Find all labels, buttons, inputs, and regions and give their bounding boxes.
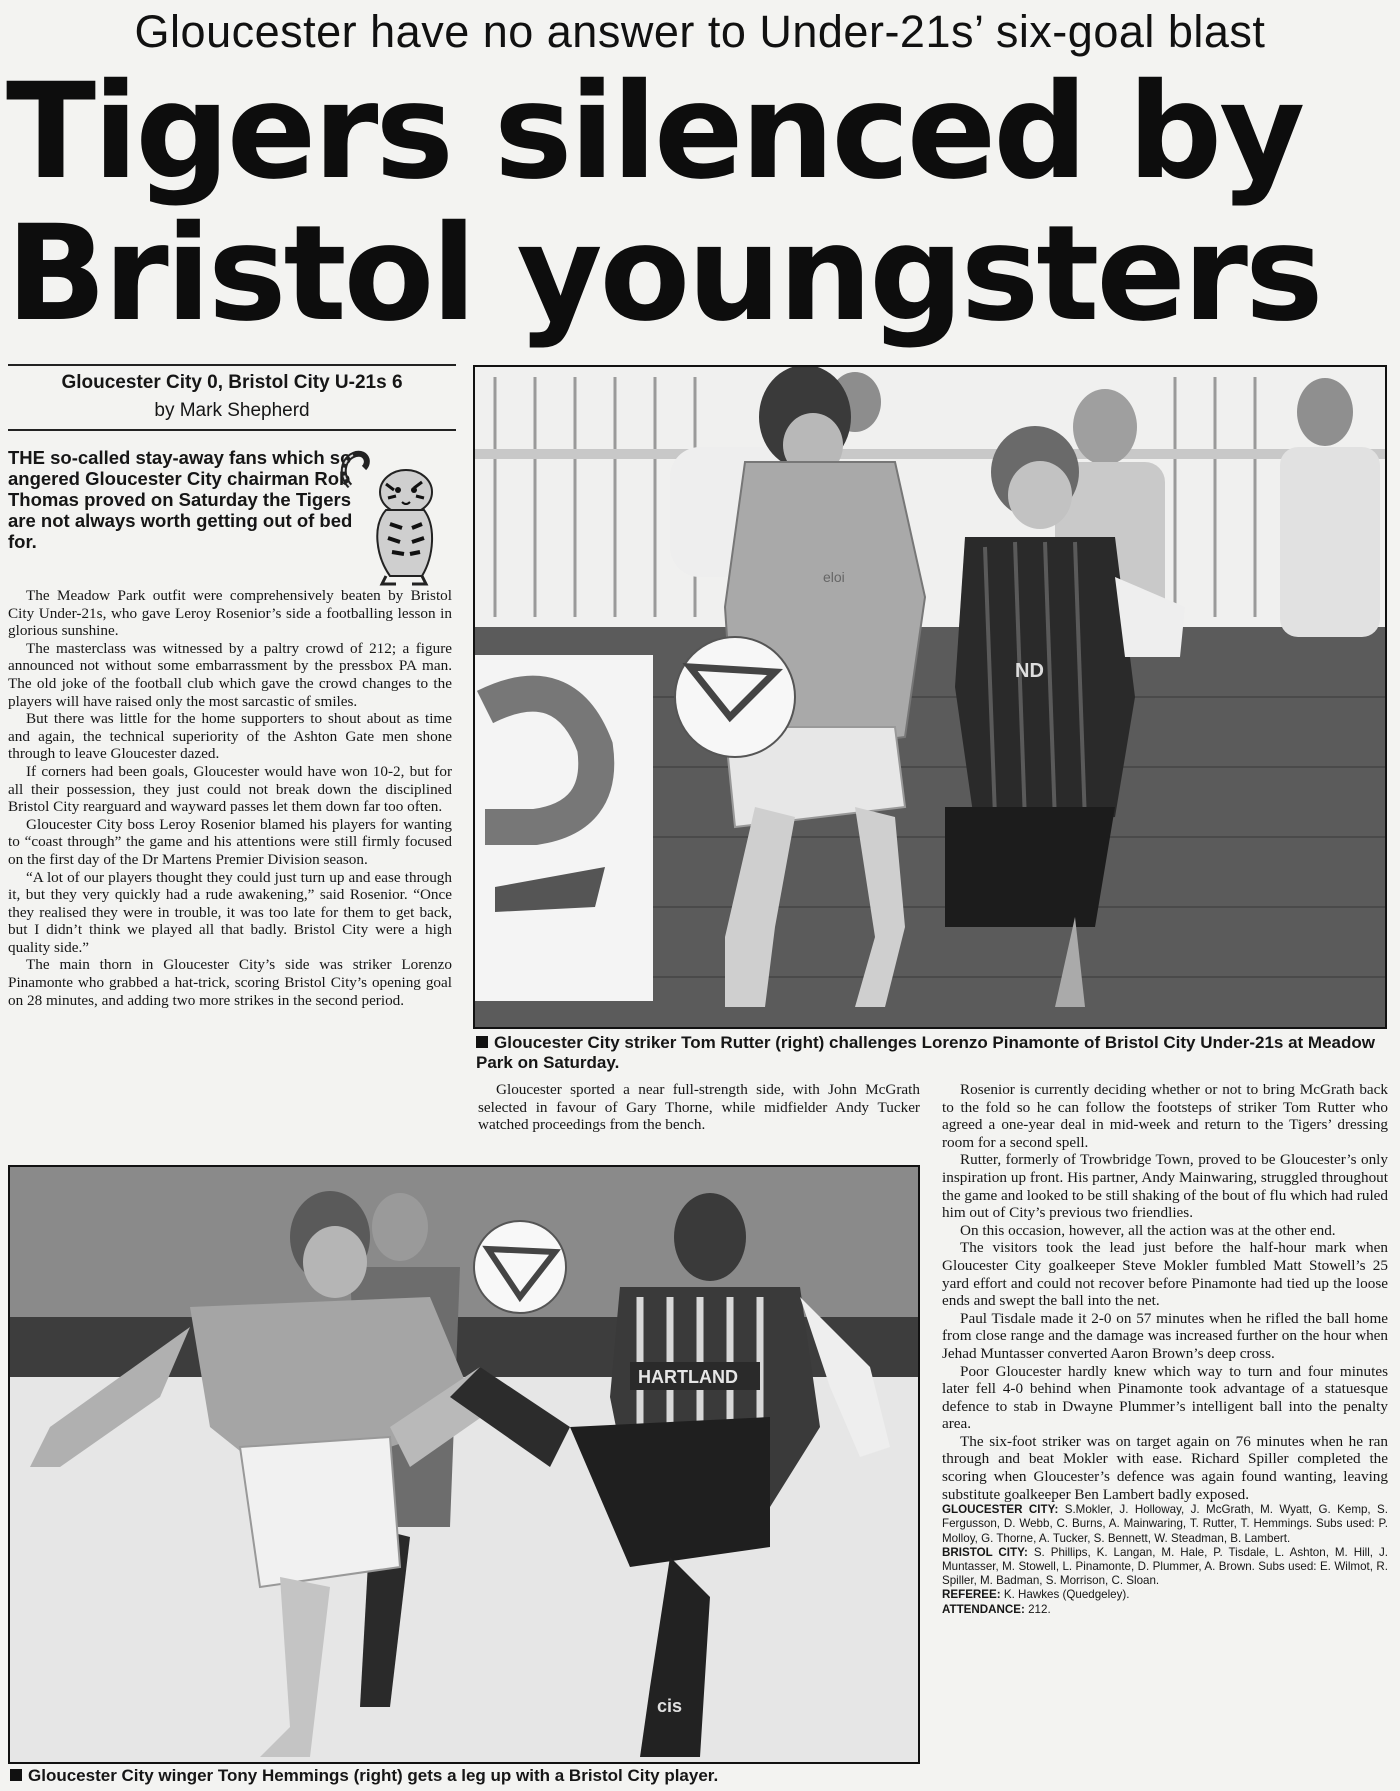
paragraph: Rutter, formerly of Trowbridge Town, proved to be Gloucester’s only inspiration up front. His partner, Andy Mainwaring, struggled throughout the game and looked to be still shaking of the bout of flu which had ruled him out of City’s previous two friendlies. [942,1151,1388,1222]
headline-line-2: Bristol youngsters [6,197,1321,351]
tiger-icon [336,446,452,586]
lineup-label: GLOUCESTER CITY: [942,1503,1059,1517]
paragraph: On this occasion, however, all the action was at the other end. [960,1221,1336,1239]
lineup-gloucester [942,1503,1388,1546]
article-column-3 [942,1081,1388,1617]
attendance-line [942,1603,1388,1617]
paragraph: Gloucester sported a near full-strength side, with John McGrath selected in favour of Gary Thorne, while midfielder Andy Tucker watched proceedings from the bench. [478,1081,920,1134]
attendance-value: 212. [1028,1602,1051,1616]
team-lineups [942,1503,1388,1617]
paragraph: Poor Gloucester hardly knew which way to turn and four minutes later fell 4-0 behind when Pinamonte took advantage of a statuesque defence to stab in Dwayne Plummer’s intelligent ball into the penalty area. [942,1362,1388,1433]
paragraph: The main thorn in Gloucester City’s side was striker Lorenzo Pinamonte who grabbed a hat-trick, scoring Bristol City’s opening goal on 28 minutes, and adding two more strikes in the second period. [8,956,452,1009]
lineup-players: S. Phillips, K. Langan, M. Hale, P. Tisdale, L. Ashton, M. Hill, J. Muntasser, M. Stowell, L. Pinamonte, D. Plummer, A. Brown. Subs used: E. Wilmot, R. Spiller, M. Badman, S. Morrison, C. Sloan. [942,1545,1389,1588]
paragraph: “A lot of our players thought they could just turn up and ease through it, but they very quickly had a rude awakening,” said Rosenior. “Once they realised they were in trouble, it was too late for them to get back, but I didn’t think we played all that badly. Bristol City were a high quality side.” [8,868,452,956]
headline-line-1: Tigers silenced by [6,55,1303,209]
lead-paragraph: THE so-called stay-away fans which so angered Gloucester City chairman Rob Thomas proved on Saturday the Tigers are not always worth getting out of bed for. [8,447,353,552]
paragraph: The visitors took the lead just before the half-hour mark when Gloucester City goalkeeper Steve Mokler fumbled Matt Stowell’s 25 yard effort and could not recover before Pinamonte had tied up the loose ends and swept the ball into the net. [942,1239,1388,1310]
shirt-sponsor-text: ND [1015,660,1044,682]
attendance-label: ATTENDANCE: [942,1602,1025,1616]
paragraph: But there was little for the home supporters to shout about as time and again, the technical superiority of the Ashton Gate men shone through to leave Gloucester dazed. [8,710,452,763]
photo1-caption-text: Gloucester City striker Tom Rutter (right) challenges Lorenzo Pinamonte of Bristol City Under-21s at Meadow Park on Saturday. [476,1033,1375,1072]
photo-hemmings-leg-up [8,1165,920,1764]
paragraph: If corners had been goals, Gloucester would have won 10-2, but for all their possession, they just could not break down the disciplined Bristol City rearguard and wayward passes let them down far too often. [8,762,452,816]
paragraph: Gloucester City boss Leroy Rosenior blamed his players for wanting to “coast through” the game and his attentions were still firmly focused on the first day of the Dr Martens Premier Division season. [8,815,452,868]
referee-name: K. Hawkes (Quedgeley). [1003,1588,1130,1602]
referee-label: REFEREE: [942,1588,1001,1602]
paragraph: The six-foot striker was on target again on 76 minutes when he ran through and beat Mokler with ease. Richard Spiller completed the scoring when Gloucester’s defence was again found wanting, leaving substitute goalkeeper Ben Lambert badly exposed. [942,1432,1388,1503]
photo-rutter-challenge [473,365,1387,1029]
paragraph: The masterclass was witnessed by a paltry crowd of 212; a figure announced not without some embarrassment by the pressbox PA man. The old joke of the football club which gave the crowd changes to the players will have raised only the most sarcastic of smiles. [8,639,452,710]
paragraph: Paul Tisdale made it 2-0 on 57 minutes when he rifled the ball home from close range and the damage was increased further on the hour when Jehad Muntasser converted Aaron Brown’s deep cross. [942,1309,1388,1362]
scoreline: Gloucester City 0, Bristol City U-21s 6 [61,372,403,393]
paragraph: The Meadow Park outfit were comprehensively beaten by Bristol City Under-21s, who gave Leroy Rosenior’s side a footballing lesson in glorious sunshine. [8,587,452,640]
referee-line [942,1588,1388,1602]
byline: by Mark Shepherd [154,400,310,421]
lineup-players: S.Mokler, J. Holloway, J. McGrath, M. Wyatt, G. Kemp, S. Fergusson, D. Webb, C. Burns, A. Mainwaring, T. Rutter, T. Hemmings. Subs used: P. Molloy, G. Thorne, A. Tucker, S. Bennett, W. Steadman, B. Lambert. [942,1503,1388,1545]
photo2-caption [10,1766,910,1786]
lineup-label: BRISTOL CITY: [942,1545,1028,1559]
main-headline [6,55,1396,351]
paragraph: Rosenior is currently deciding whether or not to bring McGrath back to the fold so he can follow the footsteps of striker Tom Rutter who agreed a one-year deal in mid-week and return to the Tigers’ dressing room for a second spell. [942,1081,1388,1151]
kicker-headline: Gloucester have no answer to Under-21s’ six-goal blast [134,6,1266,57]
square-bullet-icon [476,1036,488,1048]
article-column-1 [8,587,452,1009]
photo2-caption-text: Gloucester City winger Tony Hemmings (right) gets a leg up with a Bristol City player. [28,1766,719,1785]
divider-top [8,364,456,366]
photo1-caption [476,1033,1392,1073]
sock-text: cis [657,1696,683,1716]
lineup-bristol [942,1546,1388,1589]
shirt-sponsor-text: HARTLAND [638,1367,738,1387]
divider-byline [8,429,456,431]
shirt-brand-text: eloi [823,569,845,585]
square-bullet-icon [10,1769,22,1781]
article-column-2 [478,1081,920,1134]
